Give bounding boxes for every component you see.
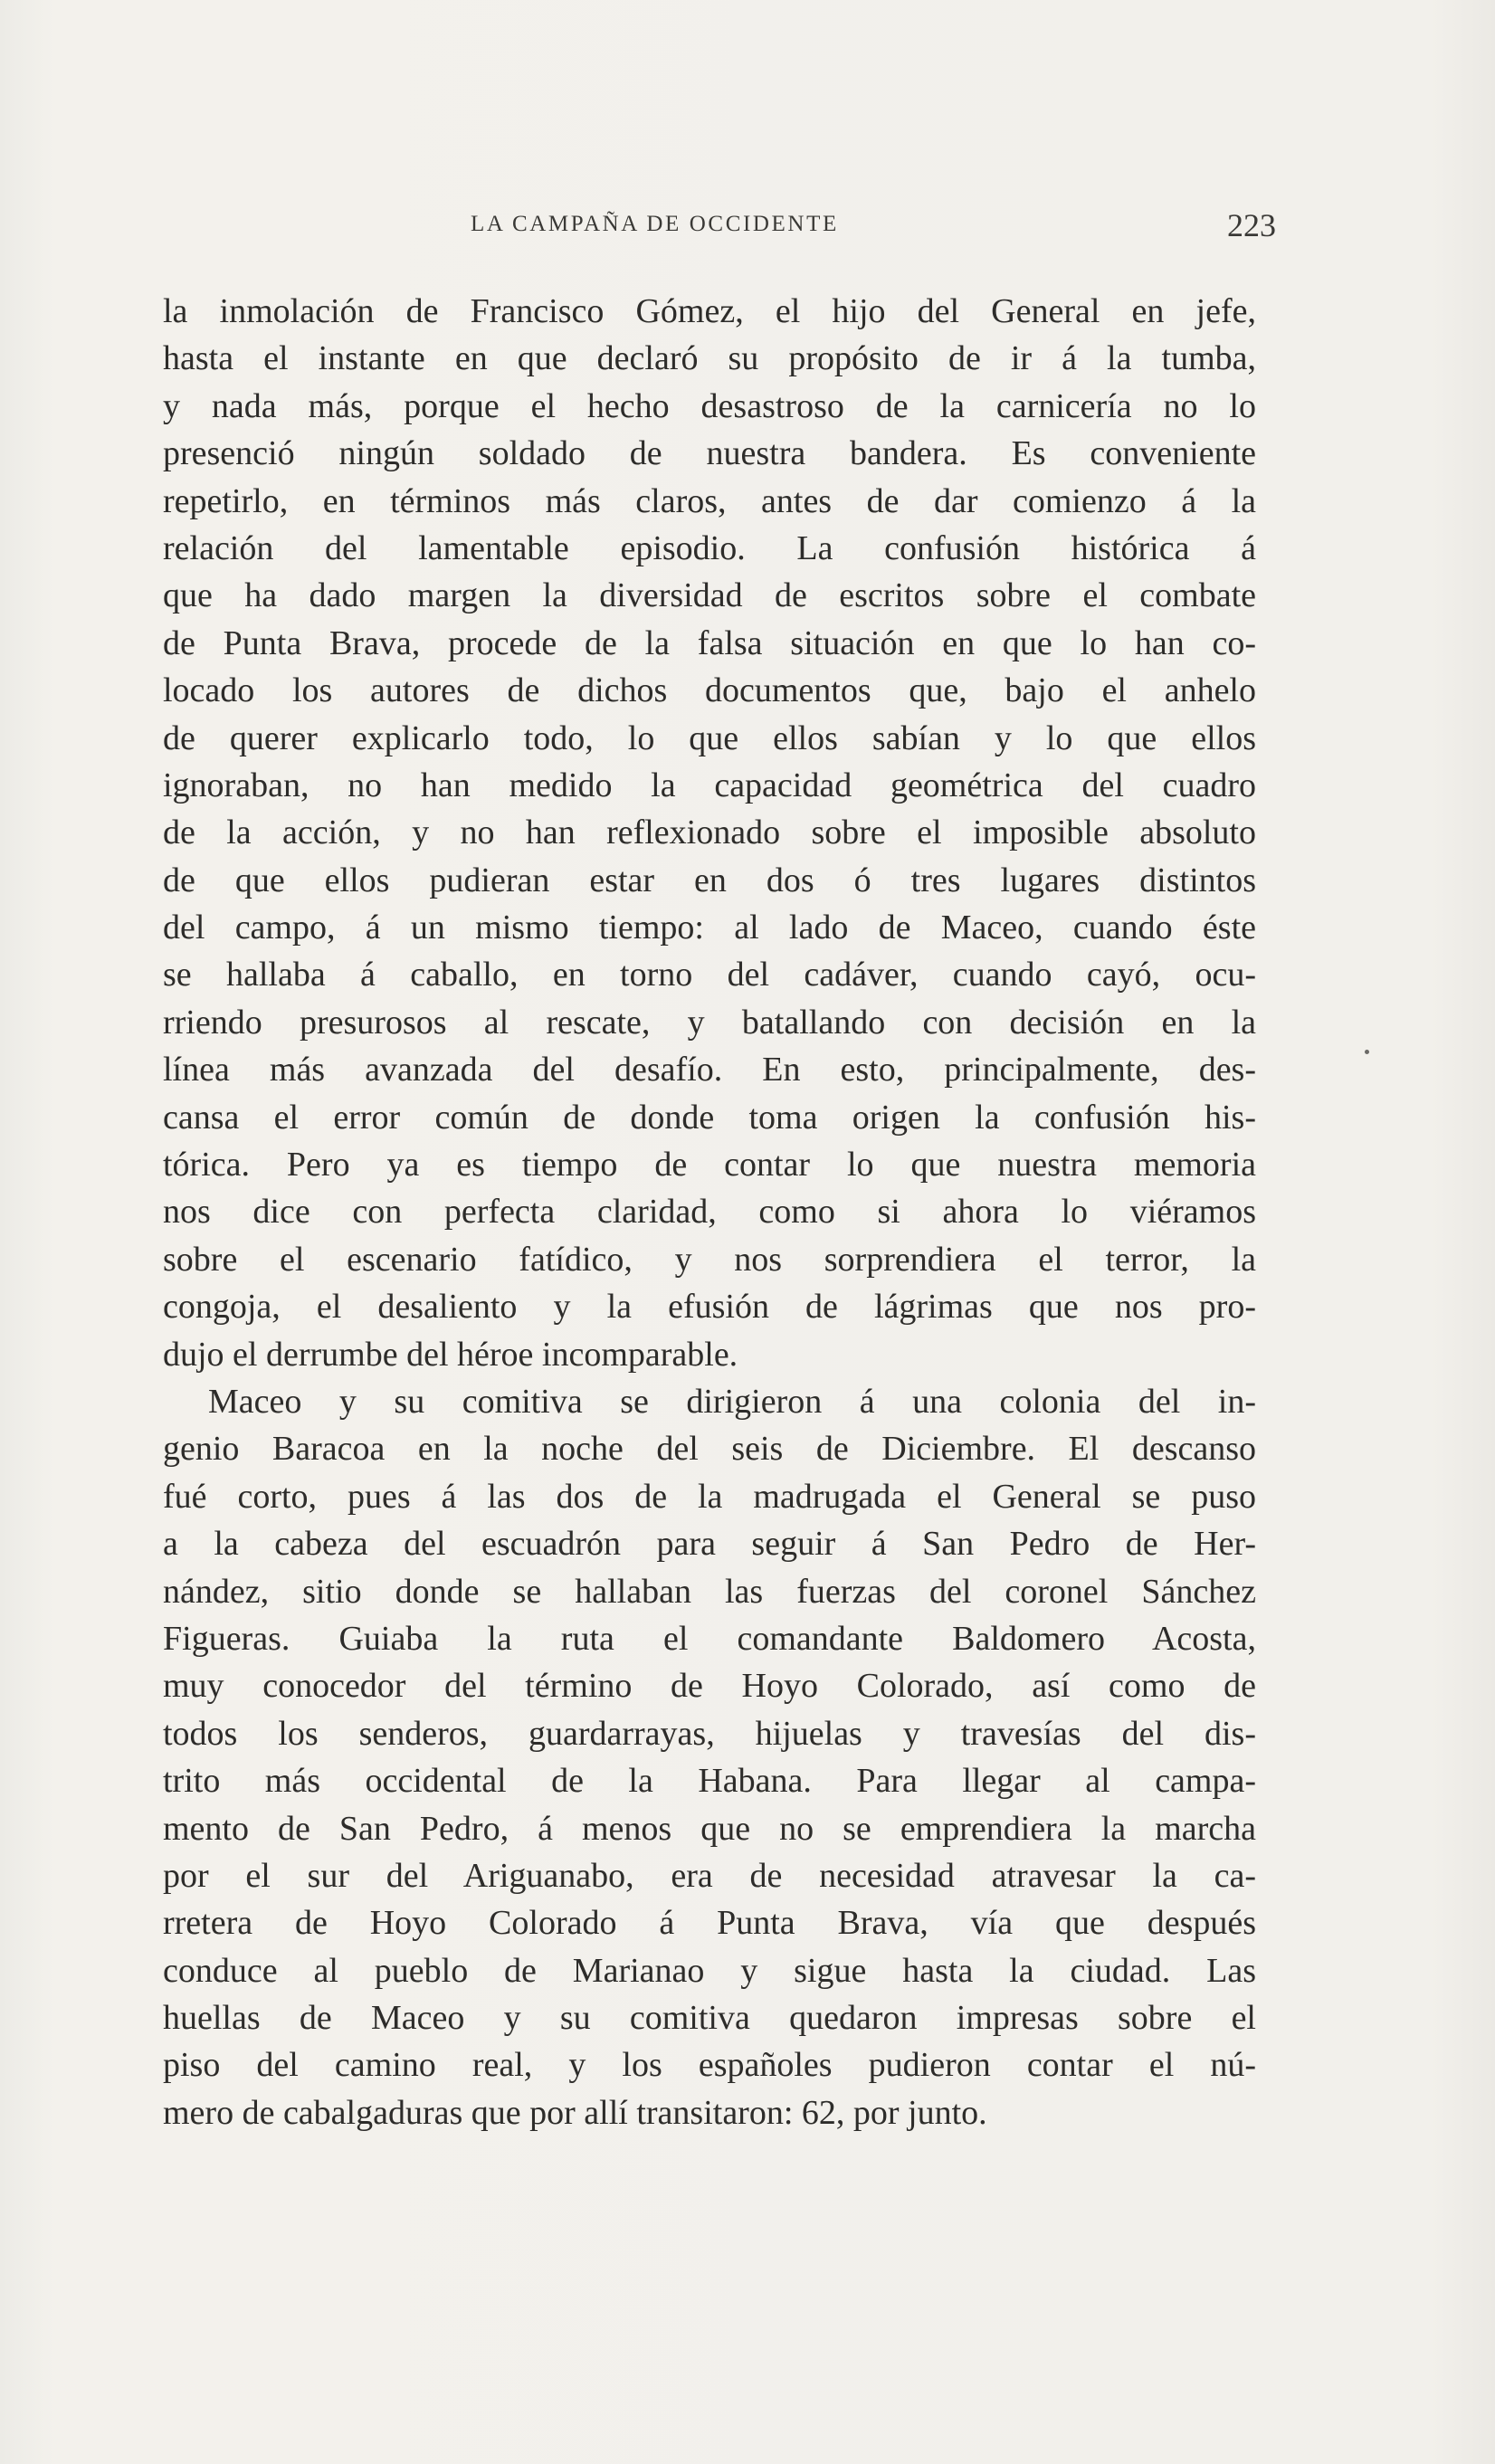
text-line: rriendo presurosos al rescate, y batallando con decisión en la (163, 1003, 1256, 1042)
text-line: nos dice con perfecta claridad, como si ahora lo viéramos (163, 1193, 1256, 1232)
page-number: 223 (1227, 207, 1276, 243)
text-line: muy conocedor del término de Hoyo Colorado, así como de (163, 1667, 1256, 1706)
text-line: que ha dado margen la diversidad de escritos sobre el combate (163, 576, 1256, 615)
text-line: ignoraban, no han medido la capacidad geométrica del cuadro (163, 766, 1256, 804)
text-line: del campo, á un mismo tiempo: al lado de Maceo, cuando éste (163, 909, 1256, 947)
text-line: trito más occidental de la Habana. Para llegar al campa- (163, 1762, 1256, 1801)
running-title: LA CAMPAÑA DE OCCIDENTE (471, 212, 839, 236)
text-line: todos los senderos, guardarrayas, hijuelas y travesías del dis- (163, 1714, 1256, 1753)
text-line: de la acción, y no han reflexionado sobre el imposible absoluto (163, 813, 1256, 852)
text-line: la inmolación de Francisco Gómez, el hijo del General en jefe, (163, 292, 1256, 330)
text-line: nández, sitio donde se hallaban las fuerzas del coronel Sánchez (163, 1572, 1256, 1611)
text-line: mento de San Pedro, á menos que no se emprendiera la marcha (163, 1809, 1256, 1848)
text-line: piso del camino real, y los españoles pudieron contar el nú- (163, 2046, 1256, 2085)
text-line: de querer explicarlo todo, lo que ellos sabían y lo que ellos (163, 718, 1256, 757)
text-line: tórica. Pero ya es tiempo de contar lo que nuestra memoria (163, 1146, 1256, 1184)
text-line: rretera de Hoyo Colorado á Punta Brava, vía que después (163, 1904, 1256, 1943)
text-line: sobre el escenario fatídico, y nos sorprendiera el terror, la (163, 1240, 1256, 1279)
text-line: presenció ningún soldado de nuestra bandera. Es conveniente (163, 434, 1256, 473)
text-line: por el sur del Ariguanabo, era de necesidad atravesar la ca- (163, 1856, 1256, 1895)
text-line: mero de cabalgaduras que por allí transitaron: 62, por junto. (163, 2093, 987, 2132)
text-line: fué corto, pues á las dos de la madrugada el General se puso (163, 1477, 1256, 1516)
text-line: hasta el instante en que declaró su propósito de ir á la tumba, (163, 339, 1256, 378)
text-line: Figueras. Guiaba la ruta el comandante Baldomero Acosta, (163, 1619, 1256, 1658)
text-line: de que ellos pudieran estar en dos ó tres lugares distintos (163, 861, 1256, 899)
paragraph-2 (163, 1378, 1256, 2136)
text-line: se hallaba á caballo, en torno del cadáver, cuando cayó, ocu- (163, 956, 1256, 994)
text-line: genio Baracoa en la noche del seis de Diciembre. El descanso (163, 1430, 1256, 1469)
text-line: Maceo y su comitiva se dirigieron á una colonia del in- (208, 1382, 1256, 1421)
text-line: y nada más, porque el hecho desastroso de la carnicería no lo (163, 386, 1256, 425)
text-line: congoja, el desaliento y la efusión de lágrimas que nos pro- (163, 1288, 1256, 1327)
text-line: huellas de Maceo y su comitiva quedaron impresas sobre el (163, 1999, 1256, 2038)
text-line: a la cabeza del escuadrón para seguir á San Pedro de Her- (163, 1525, 1256, 1564)
text-line: cansa el error común de donde toma origen la confusión his- (163, 1098, 1256, 1137)
text-line: locado los autores de dichos documentos que, bajo el anhelo (163, 671, 1256, 710)
text-line: relación del lamentable episodio. La confusión histórica á (163, 528, 1256, 567)
margin-speck (1365, 1050, 1369, 1054)
text-line: de Punta Brava, procede de la falsa situación en que lo han co- (163, 623, 1256, 662)
paragraph-1 (163, 288, 1256, 1378)
text-line: línea más avanzada del desafío. En esto, principalmente, des- (163, 1051, 1256, 1089)
text-line: conduce al pueblo de Marianao y sigue hasta la ciudad. Las (163, 1951, 1256, 1990)
text-line: repetirlo, en términos más claros, antes de dar comienzo á la (163, 481, 1256, 520)
text-line: dujo el derrumbe del héroe incomparable. (163, 1335, 738, 1374)
running-head (163, 206, 1276, 243)
body-text (163, 288, 1256, 2136)
